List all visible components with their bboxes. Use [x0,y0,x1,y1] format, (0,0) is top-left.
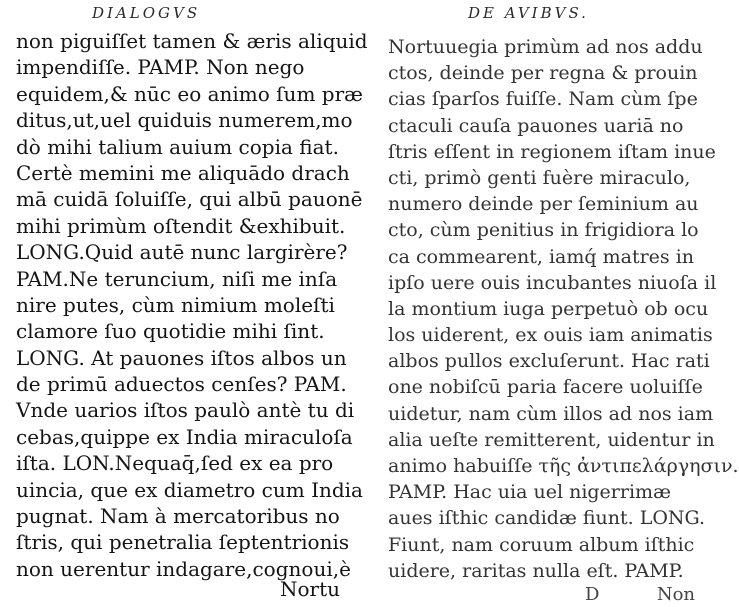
text-line: Certè memini me aliquādo drach [16,160,350,185]
text-line: equidem,& nūc eo animo ſum præ [16,81,363,106]
text-line: Nortuuegia primùm ad nos addu [388,36,703,58]
text-line: LONG. At pauones iſtos albos un [16,345,347,370]
text-line: ſtris, qui penetralia ſeptentrionis [16,530,350,555]
text-line: numero deinde per ſeminium au [388,193,699,216]
left-text-block [16,28,368,582]
text-line: PAMP. Hac uia uel nigerrimæ [388,481,671,504]
text-line: impendiſſe. PAMP. Non nego [16,55,305,80]
text-line: de primū aduectos cenſes? PAM. [16,372,347,397]
text-line: cias ſparſos fuiſſe. Nam cùm ſpe [388,88,698,111]
text-line: alia ueſte remitterent, uidentur in [388,428,715,451]
text-line: ca commearent, iamq́ matres in [388,245,695,268]
text-line: one nobiſcū paria facere uoluiſſe [388,376,703,399]
text-line: albos pullos excluſerunt. Hac rati [388,350,710,373]
text-line: non uerentur indagare,cognoui,è [16,556,351,581]
text-line: non piguiſſet tamen & æris aliquid [16,29,368,53]
right-text-block [388,34,739,584]
text-line: pugnat. Nam à mercatoribus no [16,504,340,529]
text-line: Vnde uarios iſtos paulò antè tu di [16,398,355,423]
text-line: cti, primò genti fuère miraculo, [388,166,691,189]
text-line: uidetur, nam cùm illos ad nos iam [388,402,714,425]
text-line: animo habuiſſe τῆς ἀντιπελάργησιν. [388,455,739,477]
text-line: nire putes, cùm nimium moleſti [16,292,335,317]
text-line: ipſo uere ouis incubantes niuoſa il [388,271,717,294]
text-line: mihi primùm oſtendit &exhibuit. [16,213,346,238]
text-line: aues iſthic candidæ fiunt. LONG. [388,507,706,530]
text-line: clamore ſuo quotidie mihi ſint. [16,319,325,344]
text-line: ditus,ut,uel quiduis numerem,mo [16,108,353,133]
running-header-right: DE AVIBVS. [468,4,589,22]
text-line: ctos, deinde per regna & prouin [388,62,698,85]
text-line: ſtris eſſent in regionem iſtam inue [388,140,716,163]
text-line: dò mihi talium auium copia fiat. [16,134,339,159]
text-line: uincia, que ex diametro cum India [16,477,363,502]
right-page [360,0,739,607]
text-line: los uiderent, ex ouis iam animatis [388,324,713,347]
running-header-left: DIALOGVS [92,4,201,22]
text-line: cebas,quippe ex India miraculoſa [16,424,353,449]
catchword-right: Non [656,584,695,605]
text-line: cto, cùm penitius in frigidiora lo [388,219,699,242]
text-line: PAM.Ne teruncium, niſi me inſa [16,266,338,291]
left-page [0,0,368,607]
text-line: mā cuidā ſoluiſſe, qui albū pauonē [16,187,363,212]
text-line: uidere, raritas nulla eſt. PAMP. [388,559,684,582]
text-line: iſta. LON.Nequaq̄,ſed ex ea pro [16,451,334,476]
text-line: Fiunt, nam coruum album iſthic [388,533,695,556]
text-line: ctaculi cauſa pauones uariā no [388,114,684,137]
signature-mark: D [585,584,600,605]
catchword-left: Nortu [279,577,340,601]
text-line: LONG.Quid autē nunc largirère? [16,240,348,265]
text-line: la montium iuga perpetuò ob ocu [388,297,709,320]
